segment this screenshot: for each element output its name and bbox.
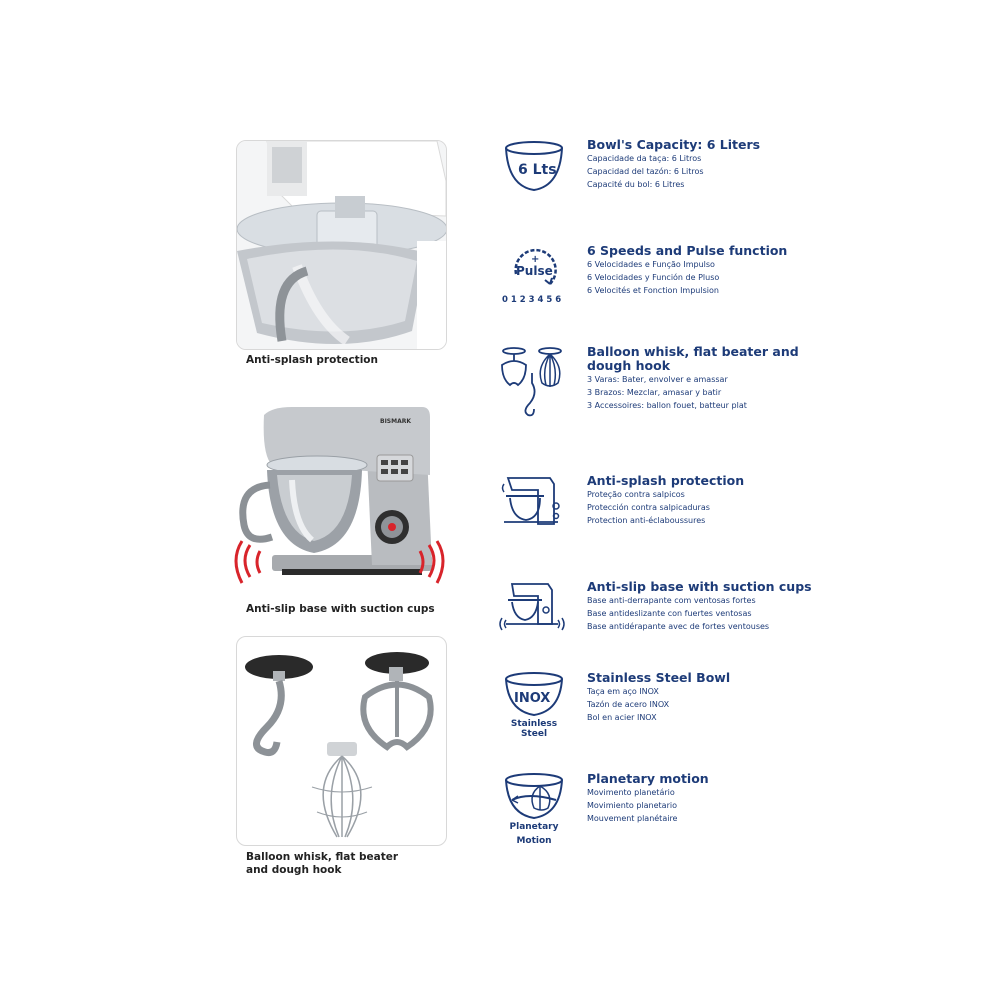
feature-bowl-capacity xyxy=(498,138,818,198)
feature-title: Stainless Steel Bowl xyxy=(587,670,731,685)
stainless-steel-label: Stainless Steel xyxy=(510,719,558,739)
feature-title: Bowl's Capacity: 6 Liters xyxy=(587,137,761,152)
feature-speeds xyxy=(498,244,818,308)
photo-anti-splash xyxy=(236,140,447,350)
feature-title: Planetary motion xyxy=(587,771,709,786)
feature-anti-splash xyxy=(498,474,818,534)
caption-anti-slip: Anti-slip base with suction cups xyxy=(246,603,435,615)
speed-numbers: 0 1 2 3 4 5 6 xyxy=(502,295,562,305)
feature-title: Anti-slip base with suction cups xyxy=(587,579,812,594)
mixer-splash-icon xyxy=(498,474,570,546)
speed-dial-icon xyxy=(498,244,570,316)
feature-line-pt: Proteção contra salpicos xyxy=(587,490,685,499)
feature-line-fr: 6 Velocités et Fonction Impulsion xyxy=(587,286,719,295)
photo-attachments xyxy=(236,636,447,846)
feature-title: Anti-splash protection xyxy=(587,473,745,488)
feature-line-es: Movimiento planetario xyxy=(587,801,677,810)
photo-mixer xyxy=(232,405,447,595)
brand-logo: BISMARK xyxy=(380,418,412,425)
feature-stainless-bowl xyxy=(498,670,818,739)
feature-line-es: Tazón de acero INOX xyxy=(587,700,670,709)
stand-mixer-photo xyxy=(232,405,447,595)
caption-attachments: Balloon whisk, flat beater and dough hook xyxy=(246,851,399,876)
feature-line-fr: Protection anti-éclaboussures xyxy=(587,516,706,525)
feature-line-es: Base antideslizante con fuertes ventosas xyxy=(587,609,752,618)
mixer-antislip-icon xyxy=(498,580,570,652)
feature-planetary-motion xyxy=(498,772,818,850)
feature-line-es: 6 Velocidades y Función de Pluso xyxy=(587,273,720,282)
feature-line-pt: 6 Velocidades e Função Impulso xyxy=(587,260,715,269)
planetary-label-2: Motion xyxy=(516,836,552,846)
feature-title: 6 Speeds and Pulse function xyxy=(587,243,788,258)
caption-anti-splash: Anti-splash protection xyxy=(246,354,378,366)
feature-line-pt: 3 Varas: Bater, envolver e amassar xyxy=(587,375,728,384)
feature-line-fr: Bol en acier INOX xyxy=(587,713,657,722)
feature-line-pt: Base anti-derrapante com ventosas fortes xyxy=(587,596,756,605)
attachments-icon xyxy=(498,345,570,417)
feature-line-fr: Mouvement planétaire xyxy=(587,814,678,823)
feature-line-es: Protección contra salpicaduras xyxy=(587,503,710,512)
feature-line-es: Capacidad del tazón: 6 Litros xyxy=(587,167,704,176)
feature-anti-slip xyxy=(498,580,818,640)
bowl-6lts-icon xyxy=(498,138,570,210)
feature-line-pt: Capacidade da taça: 6 Litros xyxy=(587,154,702,163)
inox-label: INOX xyxy=(514,691,551,706)
feature-line-pt: Taça em aço INOX xyxy=(587,687,659,696)
feature-line-fr: Base antidérapante avec de fortes ventouses xyxy=(587,622,770,631)
planetary-bowl-icon xyxy=(498,772,570,844)
feature-line-fr: 3 Accessoires: ballon fouet, batteur plat xyxy=(587,401,747,410)
planetary-label-1: Planetary xyxy=(509,822,559,832)
feature-line-es: 3 Brazos: Mezclar, amasar y batir xyxy=(587,388,722,397)
attachments-photo xyxy=(237,637,446,845)
feature-attachments xyxy=(498,345,818,420)
pulse-label: Pulse xyxy=(516,264,553,278)
pulse-plus: + xyxy=(531,254,540,265)
bowl-capacity-label: 6 Lts xyxy=(518,162,557,178)
feature-title: Balloon whisk, flat beater and dough hook xyxy=(587,344,799,373)
feature-line-pt: Movimento planetário xyxy=(587,788,675,797)
feature-line-fr: Capacité du bol: 6 Litres xyxy=(587,180,685,189)
anti-splash-photo xyxy=(237,141,446,349)
